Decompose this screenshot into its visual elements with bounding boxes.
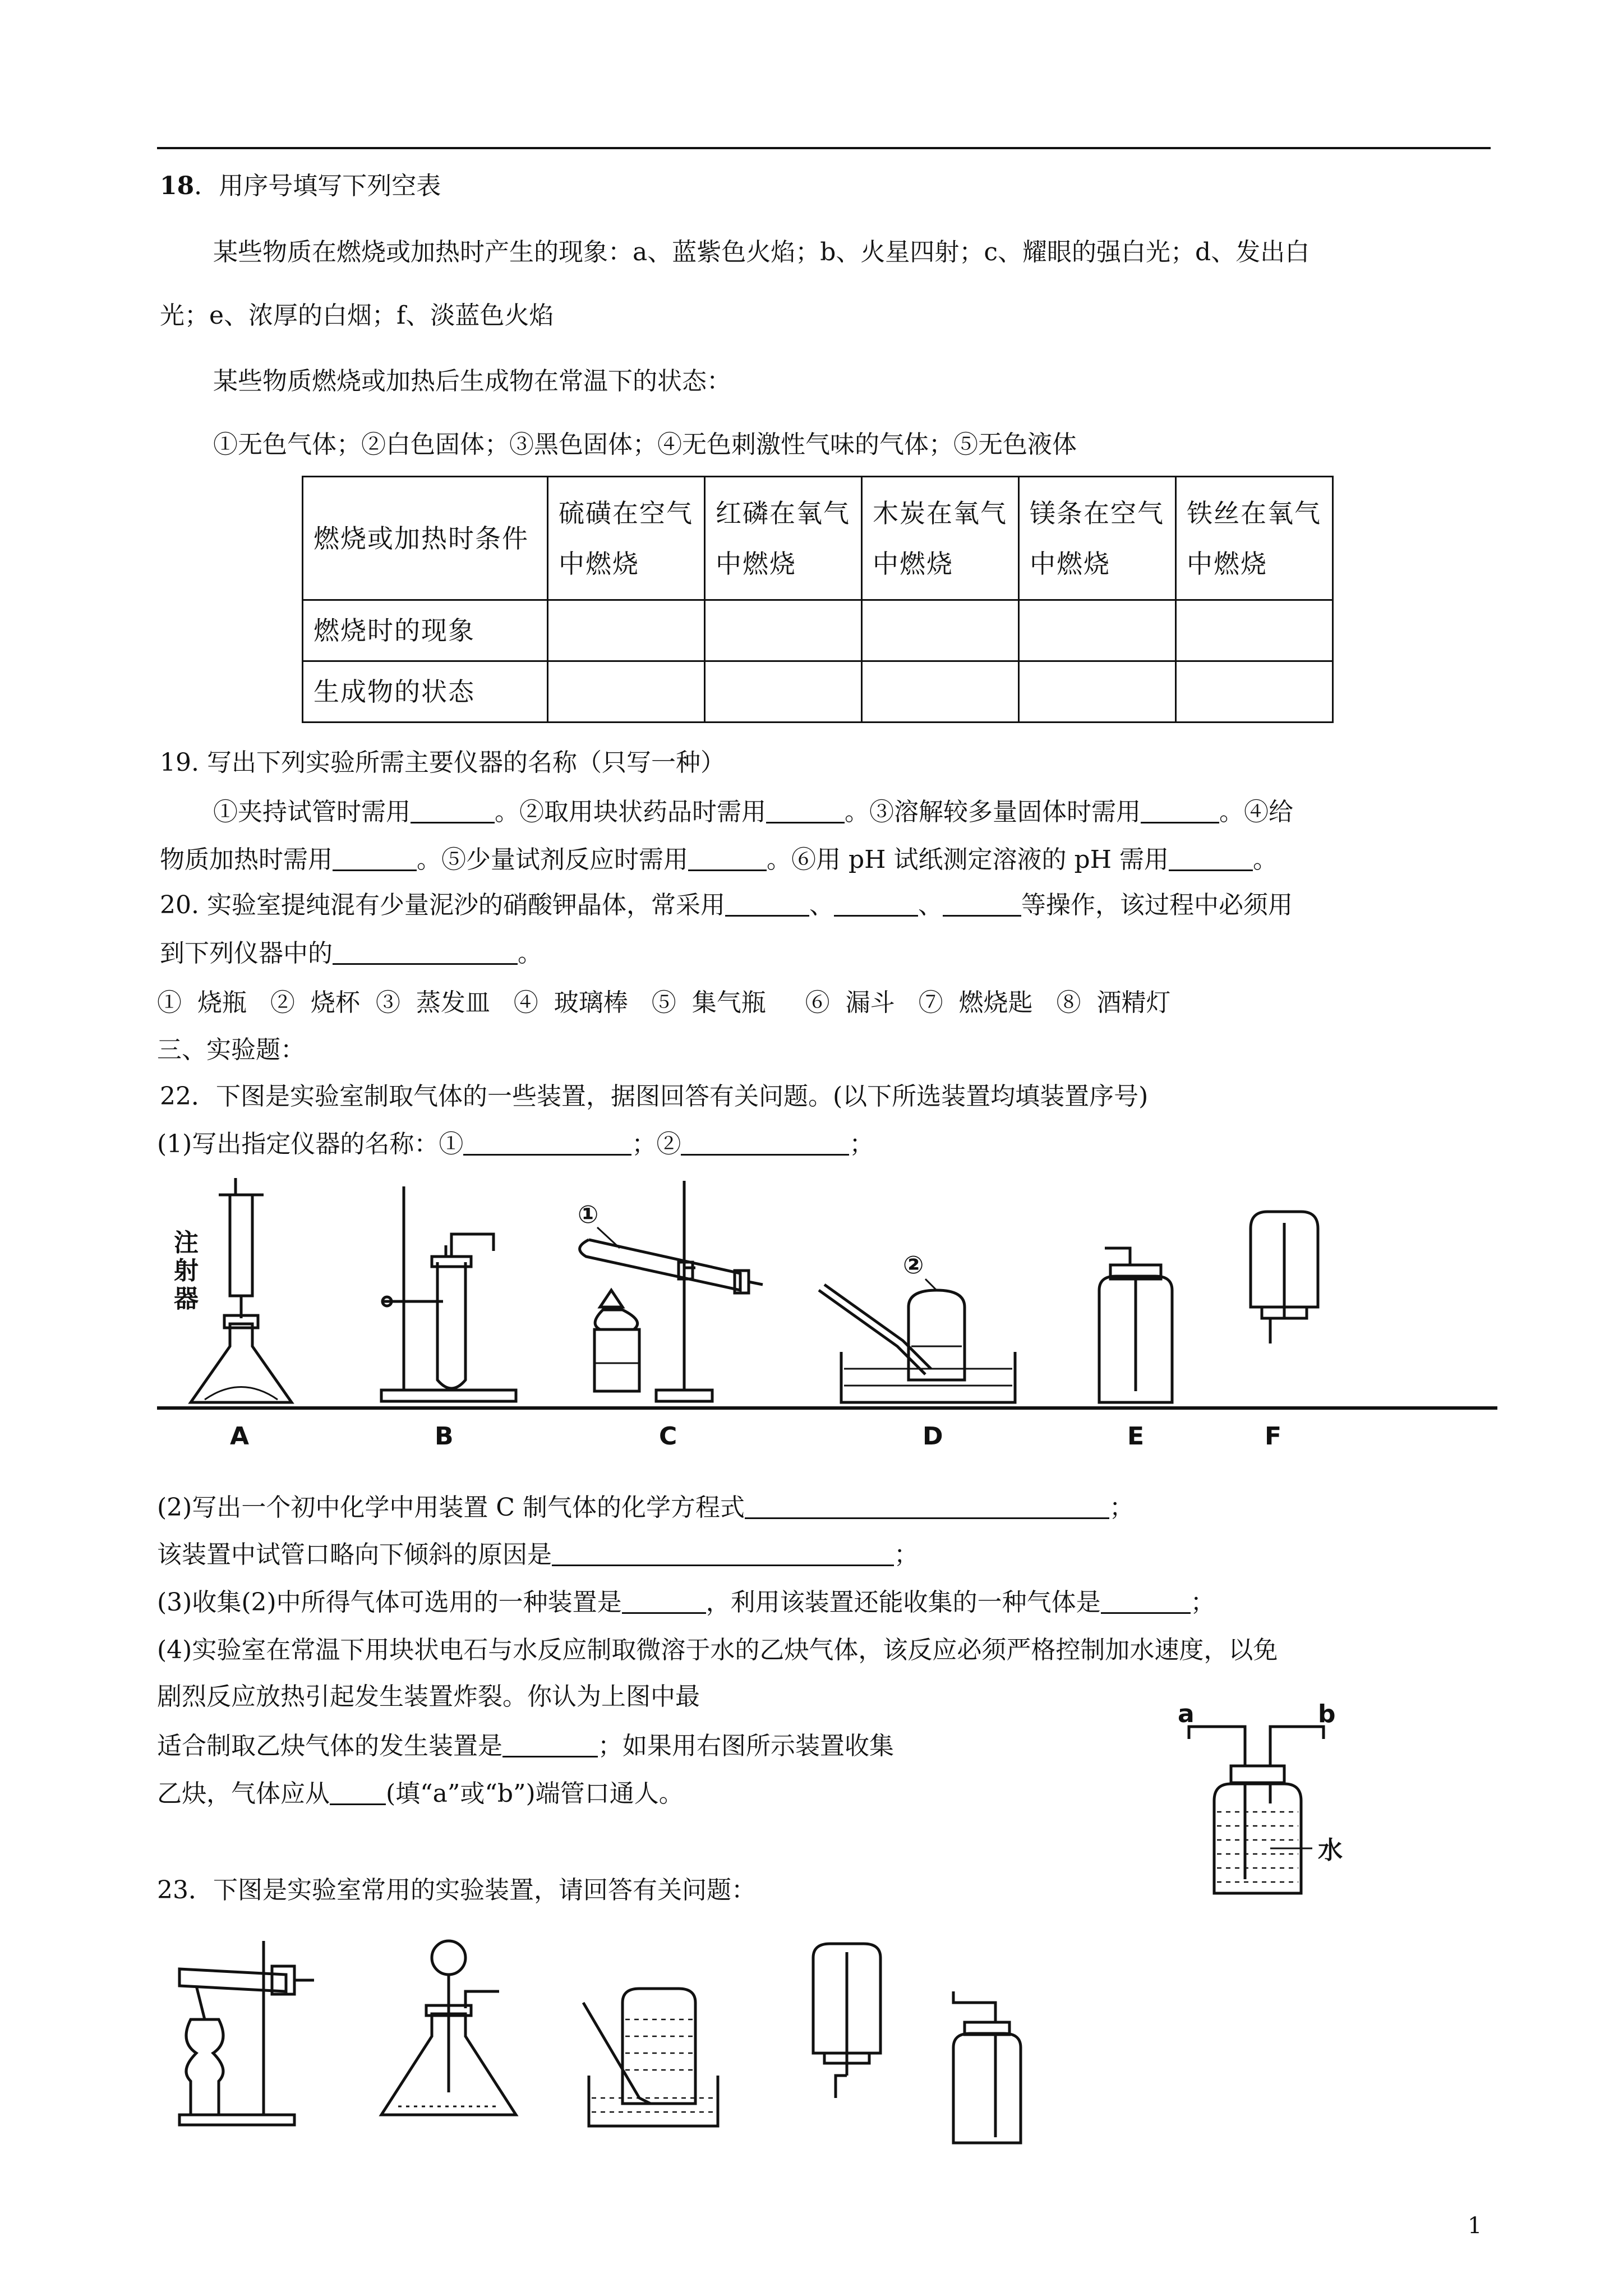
q20-options: ① 烧瓶 ② 烧杯 ③ 蒸发皿 ④ 玻璃棒 ⑤ 集气瓶 ⑥ 漏斗 ⑦ 燃烧匙 ⑧ 酒精灯 [157, 988, 1171, 1017]
q18-title-text: ．用序号填写下列空表 [194, 172, 441, 200]
circled-2: ② [903, 1251, 924, 1280]
q22-text: ； [849, 1130, 874, 1158]
q22-title: 22．下图是实验室制取气体的一些装置，据图回答有关问题。(以下所选装置均填装置序号) [160, 1082, 1149, 1111]
table-header-row [303, 477, 1333, 600]
apparatus-a [174, 1178, 292, 1402]
q18-title [160, 169, 441, 203]
label-d: D [923, 1422, 943, 1451]
q22-text: ； [894, 1540, 919, 1569]
q23-apparatus-water-trough [583, 1989, 718, 2126]
table-header-cell: 木炭在氧气中燃烧 [862, 477, 1019, 600]
table-row-label: 生成物的状态 [303, 661, 548, 723]
table-header-cell: 硫磺在空气中燃烧 [548, 477, 705, 600]
answer-blank[interactable] [745, 1493, 1109, 1519]
q22-text: ； [1190, 1588, 1215, 1617]
table-cell-blank[interactable] [548, 661, 705, 723]
q20-text: 等操作，该过程中必须用 [1021, 891, 1293, 919]
answer-blank[interactable] [943, 890, 1021, 917]
q18-phenomena-line2: 光；e、浓厚的白烟；f、淡蓝色火焰 [160, 301, 554, 330]
circled-1: ① [578, 1200, 599, 1229]
q23-apparatus-figure [157, 1935, 1066, 2148]
q22-part4-line1: (4)实验室在常温下用块状电石与水反应制取微溶于水的乙炔气体，该反应必须严格控制加水速度，以免 [157, 1636, 1278, 1664]
q18-states-list: ①无色气体；②白色固体；③黑色固体；④无色刺激性气味的气体；⑤无色液体 [213, 430, 1077, 459]
q22-part2-reason [157, 1538, 919, 1572]
q19-text: 。⑥用 pH 试纸测定溶液的 pH 需用 [767, 845, 1169, 874]
apparatus-b [381, 1186, 516, 1401]
answer-blank[interactable] [1141, 797, 1219, 823]
answer-blank[interactable] [502, 1731, 598, 1757]
q23-apparatus-funnel-flask [381, 1941, 516, 2115]
q22-part4-line2: 剧烈反应放热引起发生装置炸裂。你认为上图中最 [157, 1682, 700, 1711]
apparatus-f [1251, 1212, 1318, 1343]
table-cell-blank[interactable] [548, 600, 705, 661]
table-row [303, 600, 1333, 661]
syringe-label-3: 器 [174, 1285, 199, 1313]
table-cell-blank[interactable] [1019, 661, 1176, 723]
apparatus-e [1099, 1248, 1172, 1402]
q19-line1 [213, 795, 1293, 829]
q20-line1 [160, 889, 1293, 922]
q22-text: ；② [631, 1130, 681, 1158]
q19-text: 。③溶解较多量固体时需用 [845, 798, 1141, 826]
header-rule [157, 147, 1491, 149]
table-row-label: 燃烧时的现象 [303, 600, 548, 661]
answer-blank[interactable] [552, 1540, 894, 1566]
q20-text: 。 [518, 939, 542, 968]
table-header-cell: 铁丝在氧气中燃烧 [1176, 477, 1333, 600]
table-row [303, 661, 1333, 723]
q19-text: ①夹持试管时需用 [213, 798, 411, 826]
answer-blank[interactable] [411, 797, 495, 823]
q22-text: 乙炔，气体应从 [157, 1779, 330, 1808]
label-c: C [659, 1422, 677, 1451]
q18-number: 18 [160, 172, 195, 200]
label-b: B [435, 1422, 454, 1451]
table-header-cell: 镁条在空气中燃烧 [1019, 477, 1176, 600]
table-cell-blank[interactable] [1176, 600, 1333, 661]
label-e: E [1127, 1422, 1145, 1451]
q19-text: 物质加热时需用 [160, 845, 333, 874]
q18-table [302, 476, 1334, 723]
answer-blank[interactable] [766, 797, 845, 823]
table-cell-blank[interactable] [862, 600, 1019, 661]
q22-text: ，利用该装置还能收集的一种气体是 [706, 1588, 1101, 1617]
answer-blank[interactable] [463, 1129, 631, 1156]
q19-text: 。 [1253, 845, 1278, 874]
answer-blank[interactable] [1169, 845, 1253, 871]
q23-apparatus-heating [179, 1941, 314, 2125]
table-cell-blank[interactable] [862, 661, 1019, 723]
table-cell-blank[interactable] [1176, 661, 1333, 723]
port-b-label: b [1318, 1700, 1336, 1728]
syringe-label-2: 射 [174, 1257, 199, 1285]
q19-text: 。⑤少量试剂反应时需用 [417, 845, 688, 874]
q19-title: 19. 写出下列实验所需主要仪器的名称（只写一种） [160, 748, 725, 777]
q20-text: 、 [917, 891, 943, 919]
q23-apparatus-gas-bottle [953, 1991, 1021, 2143]
q22-text: ； [1109, 1493, 1134, 1522]
page-number: 1 [1468, 2213, 1482, 2239]
answer-blank[interactable] [725, 890, 809, 917]
answer-blank[interactable] [834, 890, 918, 917]
water-level [1217, 1812, 1298, 1882]
q22-text: (填“a”或“b”)端管口通人。 [386, 1779, 684, 1808]
q22-part3 [157, 1586, 1215, 1619]
answer-blank[interactable] [330, 1779, 386, 1805]
q23-title: 23．下图是实验室常用的实验装置，请回答有关问题： [157, 1876, 756, 1904]
q20-text: 20. 实验室提纯混有少量泥沙的硝酸钾晶体，常采用 [160, 891, 725, 919]
q22-text: ；如果用右图所示装置收集 [598, 1732, 894, 1760]
answer-blank[interactable] [681, 1129, 849, 1156]
answer-blank[interactable] [333, 845, 417, 871]
answer-blank[interactable] [1101, 1588, 1191, 1614]
q22-text: 适合制取乙炔气体的发生装置是 [157, 1732, 502, 1760]
q22-part2 [157, 1491, 1134, 1525]
table-cell-blank[interactable] [705, 661, 862, 723]
table-cell-blank[interactable] [705, 600, 862, 661]
table-header-cell: 燃烧或加热时条件 [303, 477, 548, 600]
q22-part1 [157, 1128, 874, 1161]
label-f: F [1265, 1422, 1282, 1451]
section-3-heading: 三、实验题： [157, 1036, 305, 1064]
q22-text: (1)写出指定仪器的名称：① [157, 1130, 464, 1158]
q22-text: (3)收集(2)中所得气体可选用的一种装置是 [157, 1588, 622, 1617]
apparatus-c [578, 1181, 763, 1401]
answer-blank[interactable] [622, 1588, 706, 1614]
q22-part4-line3 [157, 1729, 894, 1763]
table-header-cell: 红磷在氧气中燃烧 [705, 477, 862, 600]
q22-text: (2)写出一个初中化学中用装置 C 制气体的化学方程式 [157, 1493, 745, 1522]
collection-bottle-figure [1172, 1700, 1408, 1902]
q18-states-intro: 某些物质燃烧或加热后生成物在常温下的状态： [213, 367, 731, 395]
apparatus-d [819, 1251, 1015, 1402]
q20-text: 、 [809, 891, 834, 919]
q20-line2 [160, 937, 542, 970]
answer-blank[interactable] [688, 845, 767, 871]
q23-apparatus-inverted-bottle [813, 1944, 880, 2098]
q19-text: 。④给 [1219, 798, 1293, 826]
port-a-label: a [1178, 1700, 1195, 1728]
q18-phenomena-line1: 某些物质在燃烧或加热时产生的现象：a、蓝紫色火焰；b、火星四射；c、耀眼的强白光；d、发出白 [213, 238, 1310, 266]
answer-blank[interactable] [333, 938, 518, 965]
q22-text: 该装置中试管口略向下倾斜的原因是 [157, 1540, 552, 1569]
q19-line2 [160, 843, 1278, 877]
water-label: 水 [1318, 1836, 1343, 1865]
q20-text: 到下列仪器中的 [160, 939, 333, 968]
q19-text: 。②取用块状药品时需用 [495, 798, 766, 826]
syringe-label-1: 注 [174, 1228, 199, 1257]
label-a: A [230, 1422, 250, 1451]
q22-part4-line4 [157, 1777, 684, 1811]
q22-apparatus-figure [151, 1178, 1497, 1453]
table-cell-blank[interactable] [1019, 600, 1176, 661]
